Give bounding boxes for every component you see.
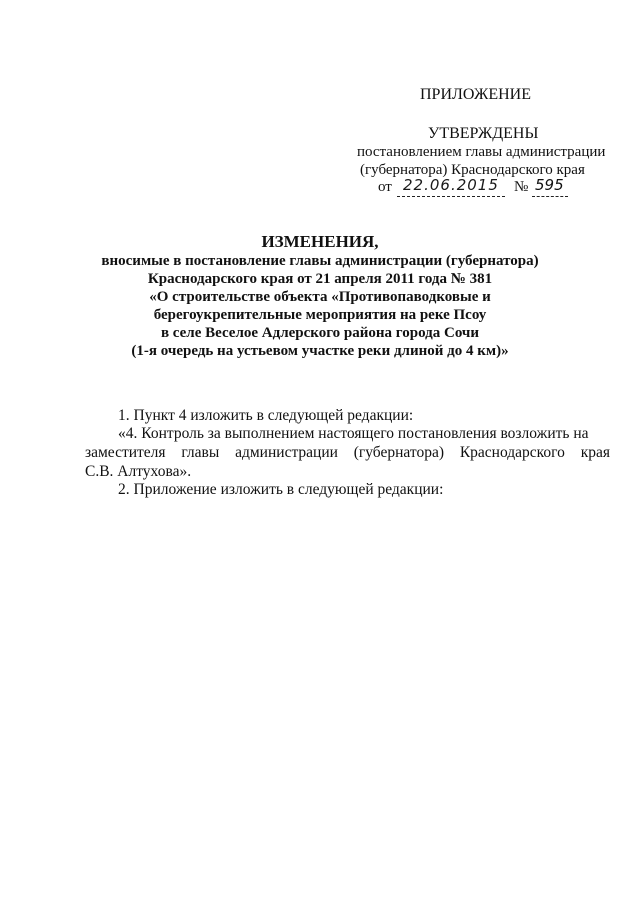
number-label: №	[514, 179, 529, 195]
title-line-1: вносимые в постановление главы администрации (губернатора)	[101, 253, 539, 269]
number-underline	[532, 196, 568, 197]
changes-title-block	[60, 224, 580, 360]
approved-label: УТВЕРЖДЕНЫ	[428, 125, 539, 142]
paragraph-3: 2. Приложение изложить в следующей редакции:	[118, 481, 444, 498]
paragraph-2-start: «4. Контроль за выполнением настоящего постановления возложить на	[118, 425, 589, 442]
approval-line-1: постановлением главы администрации	[357, 144, 606, 160]
title-line-6: (1-я очередь на устьевом участке реки длиной до 4 км)»	[131, 343, 509, 359]
handwritten-date: 22.06.2015	[403, 176, 499, 194]
paragraph-1: 1. Пункт 4 изложить в следующей редакции:	[118, 407, 414, 424]
handwritten-number: 595	[535, 176, 564, 194]
title-line-5: в селе Веселое Адлерского района города Сочи	[160, 325, 480, 341]
appendix-label: ПРИЛОЖЕНИЕ	[420, 86, 532, 103]
paragraph-2-continued: заместителя главы администрации (губернатора) Краснодарского края	[85, 444, 610, 461]
paragraph-2-end: С.В. Алтухова».	[85, 463, 192, 480]
title-line-2: Краснодарского края от 21 апреля 2011 года № 381	[147, 271, 493, 287]
from-label: от	[378, 179, 392, 195]
title-line-3: «О строительстве объекта «Противопаводковые и	[149, 289, 491, 305]
title-line-4: берегоукрепительные мероприятия на реке Псоу	[153, 307, 487, 323]
changes-heading: ИЗМЕНЕНИЯ,	[261, 232, 379, 251]
approval-line-2: (губернатора) Краснодарского края	[360, 162, 585, 178]
date-underline	[397, 196, 505, 197]
